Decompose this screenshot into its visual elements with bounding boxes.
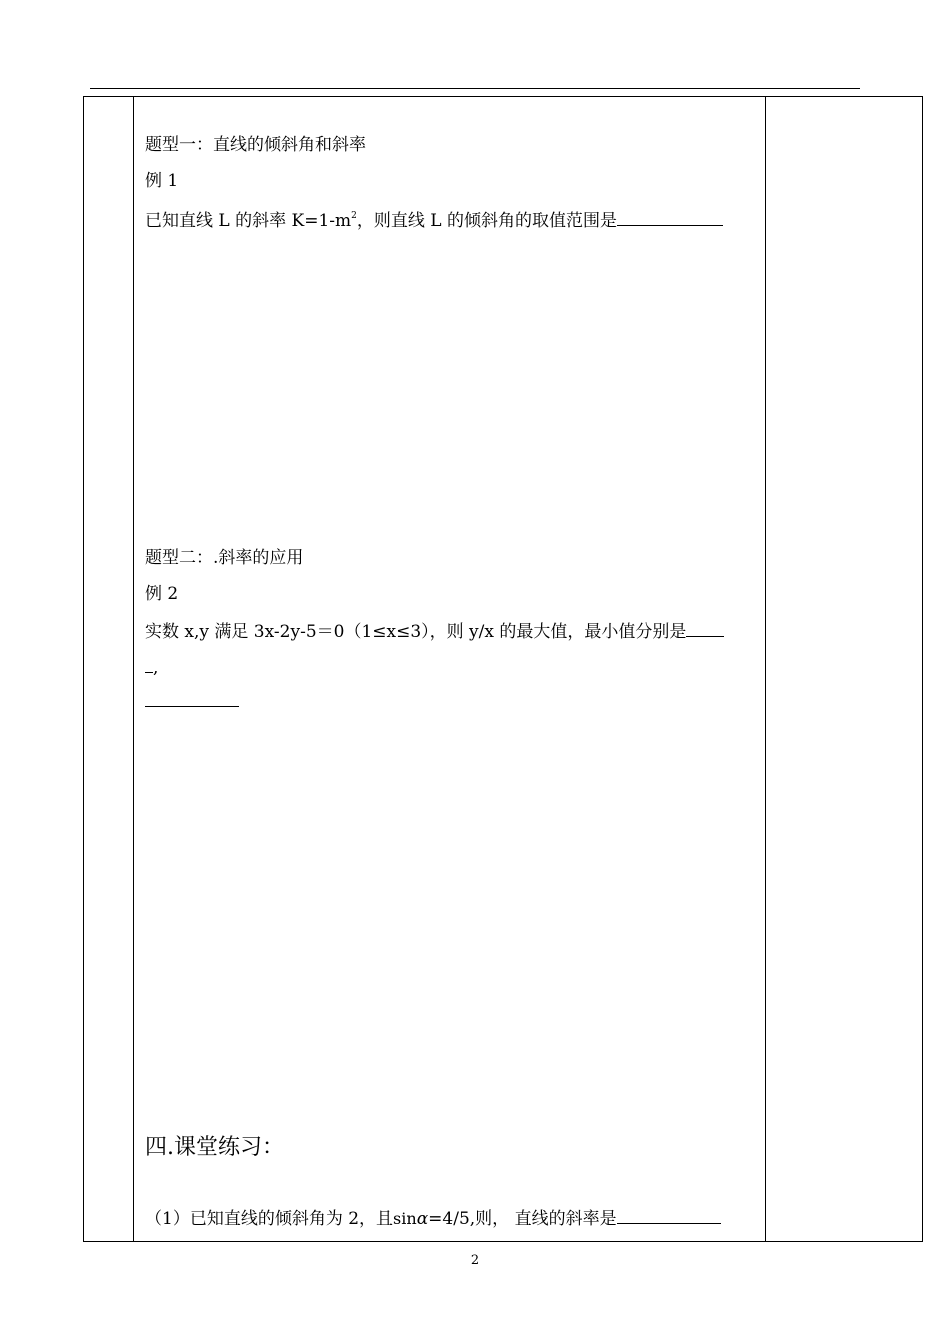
exercise1-answer-blank[interactable] bbox=[617, 1207, 721, 1224]
exercise1-sin: sin bbox=[393, 1209, 417, 1228]
example1-answer-blank[interactable] bbox=[617, 209, 723, 226]
exercise1-suffix: =4/5,则， 直线的斜率是 bbox=[428, 1209, 617, 1229]
exercise1-prefix: （1）已知直线的倾斜角为 2，且 bbox=[145, 1209, 394, 1229]
example2-problem-line2 bbox=[145, 656, 158, 679]
table-frame bbox=[83, 96, 923, 1242]
example2-problem-line1 bbox=[145, 620, 724, 643]
section1-heading: 题型一：直线的倾斜角和斜率 bbox=[145, 135, 366, 155]
section2-heading: 题型二：.斜率的应用 bbox=[145, 548, 304, 568]
exercise1 bbox=[145, 1207, 721, 1230]
example1-superscript: 2 bbox=[351, 211, 357, 221]
exercise1-alpha: α bbox=[416, 1209, 429, 1229]
section3-heading: 四.课堂练习： bbox=[145, 1135, 284, 1160]
page-number: 2 bbox=[470, 1253, 480, 1268]
example2-answer-blank-max-part2[interactable] bbox=[145, 656, 153, 673]
example2-separator: , bbox=[153, 658, 159, 678]
example2-problem-line3 bbox=[145, 690, 239, 713]
example1-problem-text-b: ，则直线 L 的倾斜角的取值范围是 bbox=[356, 211, 617, 231]
example2-answer-blank-max-part1[interactable] bbox=[686, 620, 724, 637]
table-left-column-divider bbox=[133, 96, 134, 1242]
example2-label: 例 2 bbox=[145, 584, 179, 604]
table-right-column-divider bbox=[765, 96, 766, 1242]
example2-answer-blank-min[interactable] bbox=[145, 690, 239, 707]
example1-label: 例 1 bbox=[145, 171, 179, 191]
example1-problem bbox=[145, 205, 723, 232]
header-rule bbox=[90, 88, 860, 89]
example1-problem-text-a: 已知直线 L 的斜率 K=1-m bbox=[145, 211, 352, 231]
example2-problem-text: 实数 x,y 满足 3x-2y-5＝0（1≤x≤3），则 y/x 的最大值，最小值分别是 bbox=[145, 622, 687, 642]
